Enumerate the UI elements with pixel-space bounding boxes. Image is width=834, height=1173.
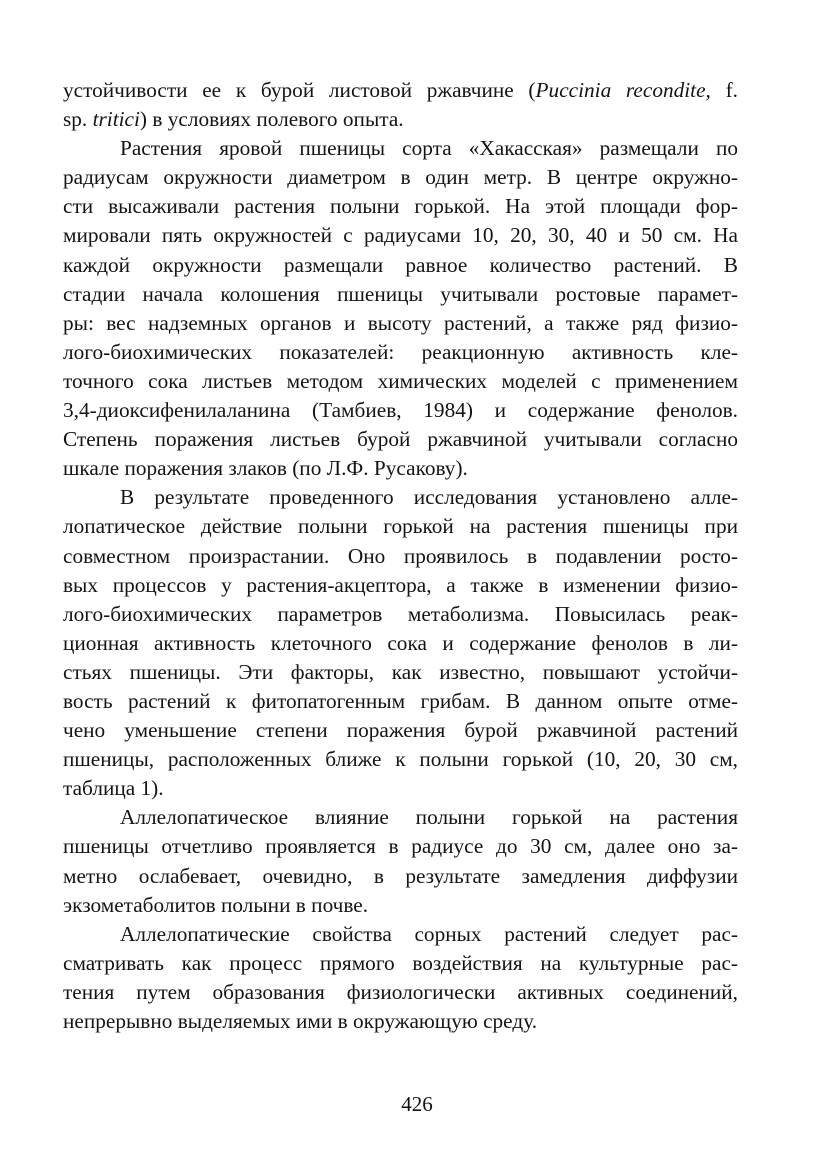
- text-run: В результате проведенного исследования установлено алле-: [120, 485, 738, 510]
- text-run: совместном произрастании. Оно проявилось в подавлении росто-: [63, 543, 738, 568]
- text-run: пшеницы, расположенных ближе к полыни горькой (10, 20, 30 см,: [63, 747, 738, 772]
- text-run: лого-биохимических показателей: реакционную активность кле-: [63, 339, 738, 364]
- text-run: мировали пять окружностей с радиусами 10, 20, 30, 40 и 50 см. На: [63, 223, 738, 248]
- text-run: вых процессов у растения-акцептора, а также в изменении физио-: [63, 572, 738, 597]
- text-run: пшеницы отчетливо проявляется в радиусе до 30 см, далее оно за-: [63, 834, 738, 859]
- text-run: Аллелопатические свойства сорных растений следует рас-: [120, 921, 738, 946]
- text-run: Растения яровой пшеницы сорта «Хакасская» размещали по: [120, 136, 738, 161]
- text-run: ) в условиях полевого опыта.: [139, 107, 404, 132]
- text-line: [63, 978, 738, 1007]
- paragraph: [63, 483, 738, 803]
- text-run: радиусам окружности диаметром в один метр. В центре окружно-: [63, 165, 738, 190]
- text-line: [63, 832, 738, 861]
- text-run: ционная активность клеточного сока и содержание фенолов в ли-: [63, 630, 738, 655]
- text-line: [63, 280, 738, 309]
- paragraph: [63, 134, 738, 483]
- text-run: непрерывно выделяемых ими в окружающую среду.: [63, 1009, 538, 1033]
- text-line: [63, 309, 738, 338]
- text-line: [63, 687, 738, 716]
- text-line: [63, 774, 738, 803]
- text-line: [63, 105, 738, 134]
- text-line: [63, 251, 738, 280]
- text-line: [63, 483, 738, 512]
- text-run: Степень поражения листьев бурой ржавчиной учитывали согласно: [63, 427, 738, 452]
- text-line: [63, 920, 738, 949]
- text-line: [63, 716, 738, 745]
- text-line: [63, 803, 738, 832]
- text-line: [63, 629, 738, 658]
- text-line: [63, 425, 738, 454]
- text-line: [63, 338, 738, 367]
- text-run: шкале поражения злаков (по Л.Ф. Русакову).: [63, 456, 468, 481]
- text-line: [63, 745, 738, 774]
- text-run: лого-биохимических параметров метаболизма. Повысилась реак-: [63, 601, 738, 626]
- italic-text: tritici: [92, 107, 140, 132]
- text-line: [63, 512, 738, 541]
- text-line: [63, 891, 738, 920]
- text-run: 3,4-диоксифенилаланина (Тамбиев, 1984) и содержание фенолов.: [63, 398, 738, 423]
- text-run: стадии начала колошения пшеницы учитывали ростовые парамет-: [63, 281, 738, 306]
- text-line: [63, 221, 738, 250]
- text-run: ры: вес надземных органов и высоту растений, а также ряд физио-: [63, 310, 738, 335]
- text-run: стьях пшеницы. Эти факторы, как известно, повышают устойчи-: [63, 659, 738, 684]
- text-line: [63, 571, 738, 600]
- text-line: [63, 1007, 738, 1036]
- text-line: [63, 949, 738, 978]
- text-run: sp.: [63, 107, 93, 132]
- text-run: лопатическое действие полыни горькой на растения пшеницы при: [63, 514, 738, 539]
- text-run: тения путем образования физиологически активных соединений,: [63, 979, 738, 1004]
- text-line: [63, 658, 738, 687]
- text-run: сти высаживали растения полыни горькой. На этой площади фор-: [63, 194, 738, 219]
- text-line: [63, 367, 738, 396]
- text-line: [63, 862, 738, 891]
- text-line: [63, 163, 738, 192]
- text-run: точного сока листьев методом химических моделей с применением: [63, 368, 738, 393]
- text-line: [63, 542, 738, 571]
- italic-text: Puccinia recondite,: [535, 78, 711, 102]
- text-run: вость растений к фитопатогенным грибам. В данном опыте отме-: [63, 688, 738, 713]
- text-line: [63, 192, 738, 221]
- text-run: чено уменьшение степени поражения бурой ржавчиной растений: [63, 718, 738, 743]
- text-run: метно ослабевает, очевидно, в результате замедления диффузии: [63, 863, 738, 888]
- text-run: экзометаболитов полыни в почве.: [63, 892, 369, 917]
- text-line: [63, 600, 738, 629]
- paragraph: [63, 76, 738, 134]
- text-run: каждой окружности размещали равное количество растений. В: [63, 252, 738, 277]
- text-line: [63, 76, 738, 105]
- text-run: устойчивости ее к бурой листовой ржавчине (: [63, 78, 536, 102]
- paragraph: [63, 920, 738, 1036]
- text-line: [63, 396, 738, 425]
- text-run: сматривать как процесс прямого воздействия на культурные рас-: [63, 950, 738, 975]
- text-line: [63, 454, 738, 483]
- text-run: таблица 1).: [63, 776, 164, 801]
- text-run: f.: [710, 78, 739, 102]
- text-run: Аллелопатическое влияние полыни горькой на растения: [120, 805, 738, 830]
- body-text: [63, 76, 738, 1036]
- paragraph: [63, 803, 738, 919]
- page-number: 426: [401, 1092, 433, 1116]
- text-line: [63, 134, 738, 163]
